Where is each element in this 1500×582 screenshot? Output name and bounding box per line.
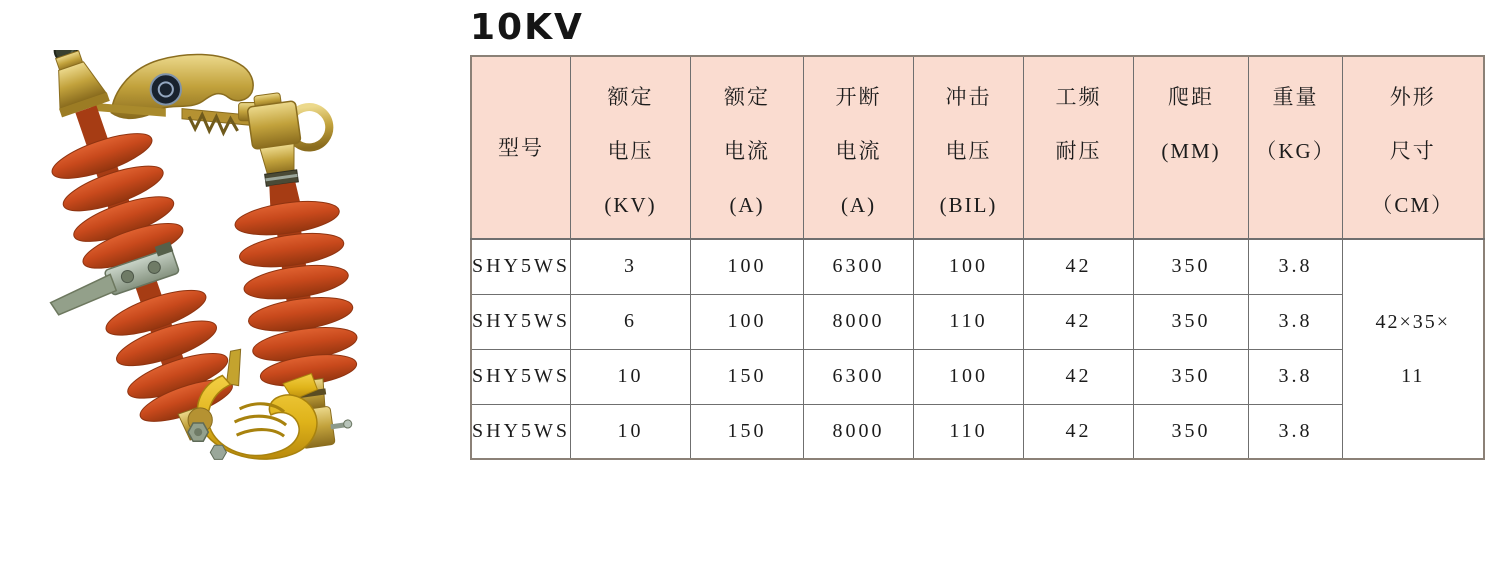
cell-rated_current: 100 (691, 294, 804, 349)
header-cell-breaking_current (804, 56, 914, 239)
cell-weight: 3.8 (1249, 294, 1343, 349)
cell-rated_current: 100 (691, 239, 804, 294)
header-line: 电流 (835, 139, 882, 163)
cell-model: SHY5WS (471, 349, 571, 404)
top-contact-arm-icon (91, 54, 253, 118)
header-cell-pf_withstand (1024, 56, 1134, 239)
header-line: 电流 (724, 139, 771, 163)
cell-creepage: 350 (1134, 404, 1249, 459)
cell-creepage: 350 (1134, 349, 1249, 404)
header-line: 重量 (1272, 85, 1319, 109)
dropout-fuse-cutout-illustration (12, 50, 447, 515)
cell-creepage: 350 (1134, 239, 1249, 294)
header-line: （CM） (1371, 193, 1455, 217)
cell-rated_voltage: 6 (571, 294, 691, 349)
table-row (471, 239, 1484, 294)
header-line: 工频 (1055, 85, 1102, 109)
header-line: (A) (729, 193, 765, 217)
cell-impulse_voltage: 110 (914, 294, 1024, 349)
header-line: 额定 (607, 85, 654, 109)
cell-rated_voltage: 10 (571, 404, 691, 459)
header-line: 外形 (1389, 85, 1436, 109)
table-row (471, 349, 1484, 404)
spec-section (470, 7, 1485, 460)
header-cell-rated_current (691, 56, 804, 239)
cell-breaking_current: 8000 (804, 294, 914, 349)
cell-rated_voltage: 10 (571, 349, 691, 404)
header-cell-model (471, 56, 571, 239)
header-line: 爬距 (1168, 85, 1215, 109)
cell-dimensions-merged (1343, 239, 1484, 459)
header-line: (KV) (604, 193, 657, 217)
cell-pf_withstand: 42 (1024, 404, 1134, 459)
badge-icon (151, 74, 181, 104)
cell-weight: 3.8 (1249, 404, 1343, 459)
header-line: 尺寸 (1389, 139, 1436, 163)
header-cell-creepage (1134, 56, 1249, 239)
terminal-bolt-icon (188, 408, 226, 460)
cell-rated_current: 150 (691, 349, 804, 404)
header-line: (A) (840, 193, 877, 217)
header-line: 额定 (724, 85, 771, 109)
cell-model: SHY5WS (471, 239, 571, 294)
page-title: 10KV (470, 7, 584, 48)
cell-breaking_current: 6300 (804, 239, 914, 294)
cell-breaking_current: 8000 (804, 404, 914, 459)
dimensions-line: 42×35× (1375, 311, 1451, 333)
header-line: 开断 (835, 85, 882, 109)
table-header-row (471, 56, 1484, 239)
cell-impulse_voltage: 110 (914, 404, 1024, 459)
header-line: （KG） (1255, 139, 1336, 163)
header-line: (MM) (1161, 139, 1221, 163)
cell-rated_voltage: 3 (571, 239, 691, 294)
cell-weight: 3.8 (1249, 239, 1343, 294)
header-line: 冲击 (945, 85, 992, 109)
clamp-lever-icon (51, 274, 117, 314)
header-line: (BIL) (939, 193, 998, 217)
cell-breaking_current: 6300 (804, 349, 914, 404)
table-row (471, 404, 1484, 459)
cell-pf_withstand: 42 (1024, 294, 1134, 349)
cell-impulse_voltage: 100 (914, 239, 1024, 294)
header-line: 电压 (607, 139, 654, 163)
cell-pf_withstand: 42 (1024, 239, 1134, 294)
table-row (471, 294, 1484, 349)
cell-model: SHY5WS (471, 404, 571, 459)
cell-creepage: 350 (1134, 294, 1249, 349)
cell-pf_withstand: 42 (1024, 349, 1134, 404)
cell-weight: 3.8 (1249, 349, 1343, 404)
header-line: 耐压 (1055, 139, 1102, 163)
dimensions-line: 11 (1401, 365, 1425, 387)
header-cell-rated_voltage (571, 56, 691, 239)
cell-impulse_voltage: 100 (914, 349, 1024, 404)
header-cell-impulse_voltage (914, 56, 1024, 239)
header-line: 型号 (498, 135, 544, 160)
product-photo (12, 50, 447, 515)
header-line: 电压 (945, 139, 992, 163)
cell-model: SHY5WS (471, 294, 571, 349)
header-cell-dimensions (1343, 56, 1484, 239)
spec-table (470, 55, 1485, 460)
cell-rated_current: 150 (691, 404, 804, 459)
header-cell-weight (1249, 56, 1343, 239)
